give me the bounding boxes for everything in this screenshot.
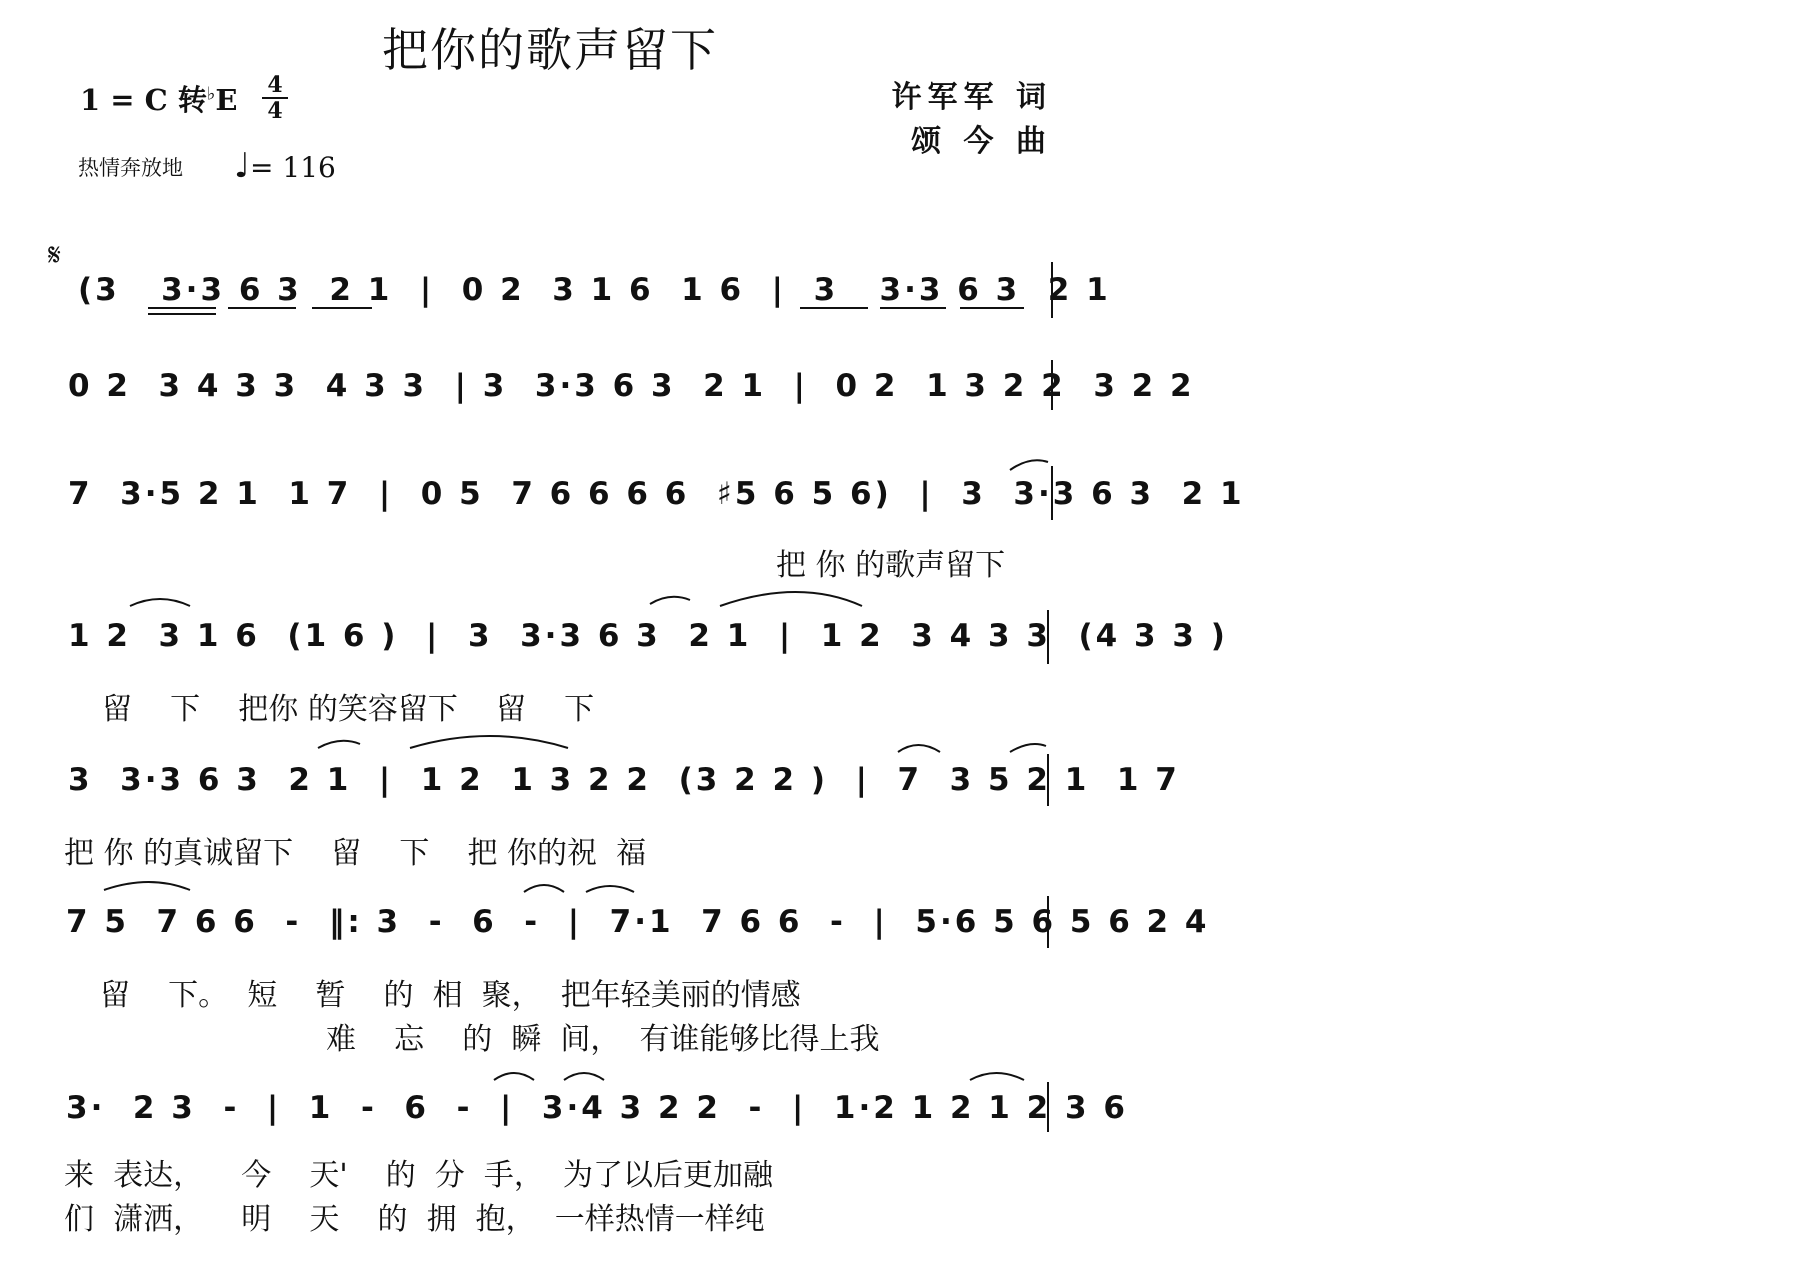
slur	[494, 1073, 534, 1080]
score-line-5-notes: 3 3·3 6 3 2 1 | 1 2 1 3 2 2 (3 2 2 ) | 7 3 5 2 1 1 7	[68, 762, 1180, 798]
time-signature-top: 4	[267, 72, 283, 98]
key-prefix: 1 = C 转	[80, 83, 207, 117]
score-line-3-notes: 7 3·5 2 1 1 7 | 0 5 7 6 6 6 6 ♯5 6 5 6) | 3 3·3 6 3 2 1	[68, 476, 1245, 512]
score-line-7-lyrics-verse1: 来 表达， 今 天' 的 分 手， 为了以后更加融	[64, 1158, 773, 1193]
quarter-note-icon: ♩	[234, 146, 251, 186]
slur	[564, 1073, 604, 1080]
slur	[130, 599, 190, 606]
score-line-1-notes: (3 3·3 6 3 2 1 | 0 2 3 1 6 1 6 | 3 3·3 6 3 2 1	[78, 272, 1111, 308]
score-line-7-lyrics-verse2: 们 潇洒， 明 天 的 拥 抱， 一样热情一样纯	[64, 1202, 765, 1237]
slur	[650, 597, 690, 604]
slur	[318, 741, 360, 748]
score-line-4-notes: 1 2 3 1 6 (1 6 ) | 3 3·3 6 3 2 1 | 1 2 3 4 3 3 (4 3 3 )	[68, 618, 1228, 654]
score-line-6-notes: 7 5 7 6 6 - ‖: 3 - 6 - | 7·1 7 6 6 - | 5·6 5 6 5 6 2 4	[66, 904, 1210, 940]
slur	[898, 745, 940, 752]
flat-symbol: ♭	[206, 83, 216, 105]
lyricist-credit: 许军军 词	[891, 80, 1052, 115]
slur	[1010, 460, 1048, 470]
slur	[410, 736, 568, 748]
time-signature-bottom: 4	[267, 98, 283, 124]
score-line-5-lyrics: 把 你 的真诚留下 留 下 把 你的祝 福	[64, 836, 647, 871]
slur	[720, 592, 862, 606]
score-line-3-lyrics: 把 你 的歌声留下	[776, 548, 1006, 583]
score-line-6-lyrics-verse1: 留 下。 短 暂 的 相 聚， 把年轻美丽的情感	[100, 978, 801, 1013]
tempo-value: = 116	[250, 151, 336, 184]
composer-credit: 颂 今 曲	[911, 124, 1052, 159]
slur	[586, 886, 634, 892]
score-line-6-lyrics-verse2: 难 忘 的 瞬 间， 有谁能够比得上我	[326, 1022, 880, 1057]
key-target: E	[215, 83, 238, 117]
score-line-7-notes: 3· 2 3 - | 1 - 6 - | 3·4 3 2 2 - | 1·2 1 2 1 2 3 6	[66, 1090, 1128, 1126]
slur	[970, 1073, 1024, 1080]
segno-icon: 𝄋	[48, 238, 61, 273]
slur	[1010, 744, 1046, 752]
slur	[104, 882, 190, 890]
song-title: 把你的歌声留下	[382, 23, 718, 77]
score-line-2-notes: 0 2 3 4 3 3 4 3 3 | 3 3·3 6 3 2 1 | 0 2 1 3 2 2 3 2 2	[68, 368, 1195, 404]
slur	[524, 885, 564, 892]
expression-mark: 热情奔放地	[78, 156, 183, 180]
score-line-4-lyrics: 留 下 把你 的笑容留下 留 下	[102, 692, 595, 727]
